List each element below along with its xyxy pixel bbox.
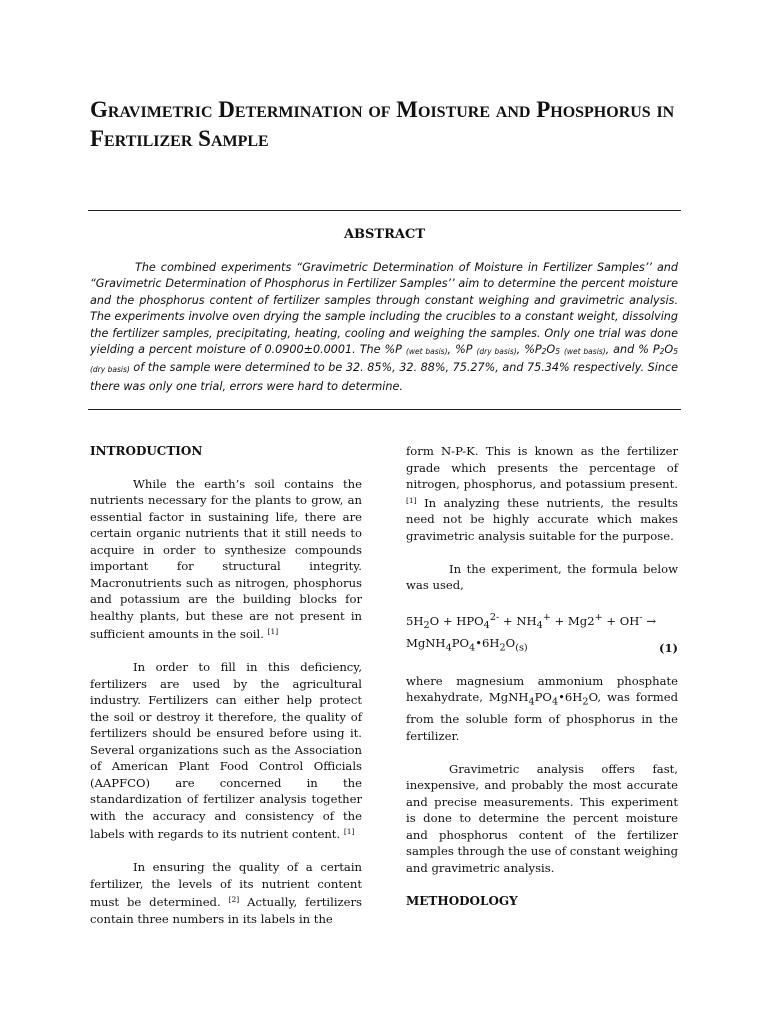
right-column <box>406 443 678 925</box>
bottom-rule <box>88 409 681 410</box>
intro-paragraph-5: In the experiment, the formula below was used, <box>406 561 678 592</box>
equation-number: (1) <box>658 640 678 655</box>
top-rule <box>88 210 681 211</box>
intro-paragraph-3: In ensuring the quality of a certain fertilizer, the levels of its nutrient content must be determined. [2] Actually, fertilizers contain three numbers in its labels in the <box>90 860 363 926</box>
intro-paragraph-2: In order to fill in this deficiency, fertilizers are used by the agricultural industry. Fertilizers can either help protect the soil or destroy it therefore, the quality of fertilizers should be ensured before using it. Several organizations such as the Association of American Plant Food Control Officials (AAPFCO) are concerned in the standardization of fertilizer analysis together with the accuracy and consistency of the labels with regards to its nutrient content. [1] <box>90 660 362 841</box>
citation: [1] <box>267 627 279 636</box>
intro-paragraph-1: While the earth’s soil contains the nutrients necessary for the plants to grow, an essential factor in sustaining life, there are certain organic nutrients that it still needs to acquire in order to synthesize compounds important for structural integrity. Macronutrients such as nitrogen, phosphorus and potassium are the building blocks for healthy plants, but these are not present in sufficient amounts in the soil. [1] <box>90 476 362 641</box>
citation: [2] <box>228 895 240 904</box>
introduction-heading: INTRODUCTION <box>90 444 203 458</box>
abstract-text: The combined experiments “Gravimetric Determination of Moisture in Fertilizer Samples’’ and “Gravimetric Determination of Phosphorus in Fertilizer Samples’’ aim to determine the percent moisture and the phosphorus content of fertilizer samples through constant weighing and gravimetric analysis. The experiments involve oven drying the sample including the crucibles to a constant weight, dissolving the fertilizer samples, precipitating, heating, cooling and weighing the samples. Only one trial was done yielding a percent moisture of 0.0900±0.0001. The %P $_{(wet basis)}$, %P $_{(dry basis)}$, $\%P_2O_5$ $_{(wet basis)}$, and % $P_2O_5$ $_{(dry basis)}$ of the sample were determined to be 32. 85%, 32. 88%, 75.27%, and 75.34% respectively. Since there was only one trial, errors were hard to determine. <box>90 261 678 393</box>
intro-paragraph-6: where magnesium ammonium phosphate hexahydrate, $MgNH_4PO_4•6H_2O$, was formed from the soluble form of phosphorus in the fertilizer. <box>406 673 679 743</box>
abstract-heading: ABSTRACT <box>343 227 426 242</box>
intro-paragraph-4: form N-P-K. This is known as the fertilizer grade which presents the percentage of nitrogen, phosphorus, and potassium present. [1] In analyzing these nutrients, the results need not be highly accurate which makes gravimetric analysis suitable for the purpose. <box>406 444 678 543</box>
paper-title: Gravimetric Determination of Moisture and Phosphorus in Fertilizer Sample <box>90 97 675 151</box>
chemical-equation: $5H_2O + HPO_4^{2-} + NH_4^+ + Mg2^+ + OH^-$ → $MgNH_4PO_4•6H_2O_{(s)}$ (1) <box>406 612 678 655</box>
left-column <box>90 443 362 944</box>
methodology-heading: METHODOLOGY <box>406 893 518 908</box>
intro-paragraph-7: Gravimetric analysis offers fast, inexpensive, and probably the most accurate and precise measurements. This experiment is done to determine the percent moisture and phosphorus content of the fertilizer samples through the use of constant weighing and gravimetric analysis. <box>406 761 679 875</box>
citation: [1] <box>343 827 355 836</box>
citation: [1] <box>406 495 417 505</box>
